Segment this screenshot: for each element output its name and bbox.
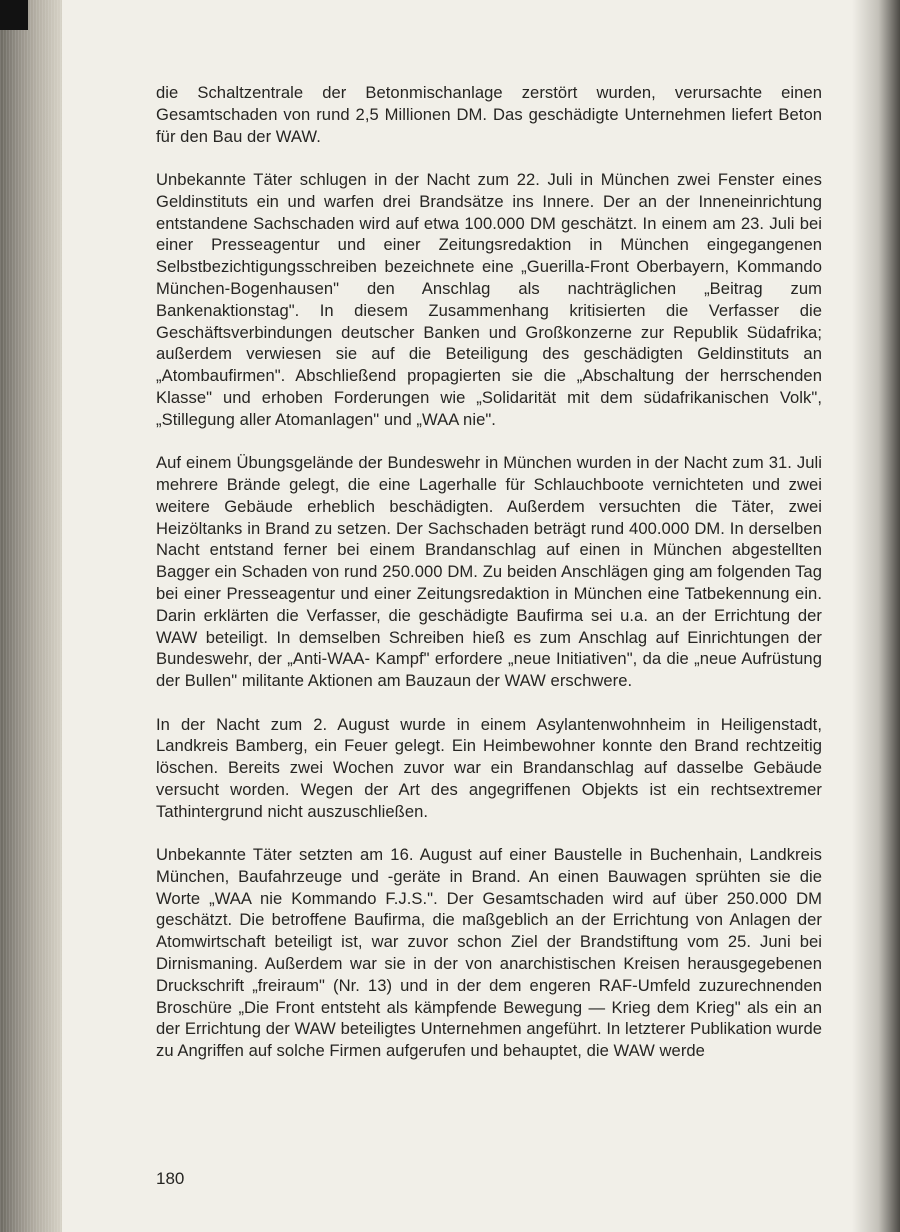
scan-corner-mark xyxy=(0,0,28,30)
paragraph-4: In der Nacht zum 2. August wurde in einem Asylantenwohnheim in Heiligenstadt, Landkreis Bamberg, ein Feuer gelegt. Ein Heimbewohner konnte den Brand rechtzeitig löschen. Bereits zwei Wochen zuvor war ein Brandanschlag auf dasselbe Gebäude versucht worden. Wegen der Art des angegriffenen Objekts ist ein rechtsextremer Tathintergrund nicht auszuschließen. xyxy=(156,714,822,821)
paragraph-3: Auf einem Übungsgelände der Bundeswehr in München wurden in der Nacht zum 31. Juli mehrere Brände gelegt, die eine Lagerhalle für Schlauchboote vernichteten und zwei weitere Gebäude erheblich beschädigten. Außerdem versuchten die Täter, zwei Heizöltanks in Brand zu setzen. Der Sachschaden beträgt rund 400.000 DM. In derselben Nacht entstand ferner bei einem Brandanschlag auf einen in München abgestellten Bagger ein Schaden von rund 250.000 DM. Zu beiden Anschlägen ging am folgenden Tag bei einer Presseagentur und einer Zeitungsredaktion in München eine Tatbekennung ein. Darin erklärten die Verfasser, die geschädigte Baufirma sei u.a. an der Errichtung der WAW beteiligt. In demselben Schreiben hieß es zum Anschlag auf Einrichtungen der Bundeswehr, der „Anti-WAA- Kampf" erfordere „neue Initiativen", da die „neue Aufrüstung der Bullen" militante Aktionen am Bauzaun der WAW erschwere. xyxy=(156,453,822,691)
page-number: 180 xyxy=(156,1169,185,1188)
paragraph-5: Unbekannte Täter setzten am 16. August auf einer Baustelle in Buchenhain, Landkreis München, Baufahrzeuge und -geräte in Brand. An einen Bauwagen sprühten sie die Worte „WAA nie Kommando F.J.S.". Der Gesamtschaden wird auf über 250.000 DM geschätzt. Die betroffene Baufirma, die maßgeblich an der Errichtung von Anlagen der Atomwirtschaft beteiligt ist, war zuvor schon Ziel der Brandstiftung vom 25. Juni bei Dirnismaning. Außerdem war sie in der von anarchistischen Kreisen herausgegebenen Druckschrift „freiraum" (Nr. 13) und in der dem engeren RAF-Umfeld zuzurechnenden Broschüre „Die Front entsteht als kämpfende Bewegung — Krieg dem Krieg" als ein an der Errichtung der WAW beteiligtes Unternehmen angeführt. In letzterer Publikation wurde zu Angriffen auf solche Firmen aufgerufen und behauptet, die WAW werde xyxy=(156,845,822,1061)
paragraph-1: die Schaltzentrale der Betonmischanlage zerstört wurden, verursachte einen Gesamtschaden von rund 2,5 Millionen DM. Das geschädigte Unternehmen liefert Beton für den Bau der WAW. xyxy=(156,83,822,146)
page-body xyxy=(156,82,822,1084)
book-spine-edge xyxy=(0,0,62,1232)
page-edge-shadow xyxy=(852,0,900,1232)
paragraph-2: Unbekannte Täter schlugen in der Nacht zum 22. Juli in München zwei Fenster eines Geldinstituts ein und warfen drei Brandsätze ins Innere. Der an der Inneneinrichtung entstandene Sachschaden wird auf etwa 100.000 DM geschätzt. In einem am 23. Juli bei einer Presseagentur und einer Zeitungsredaktion in München eingegangenen Selbstbezichtigungsschreiben bezeichnete eine „Guerilla-Front Oberbayern, Kommando München-Bogenhausen" den Anschlag als nachträglichen „Beitrag zum Bankenaktionstag". In diesem Zusammenhang kritisierten die Verfasser die Geschäftsverbindungen deutscher Banken und Großkonzerne zur Republik Südafrika; außerdem verwiesen sie auf die Beteiligung des geschädigten Geldinstituts an „Atombaufirmen". Abschließend propagierten sie die „Abschaltung der herrschenden Klasse" und erhoben Forderungen wie „Solidarität mit dem südafrikanischen Volk", „Stillegung aller Atomanlagen" und „WAA nie". xyxy=(156,169,822,429)
